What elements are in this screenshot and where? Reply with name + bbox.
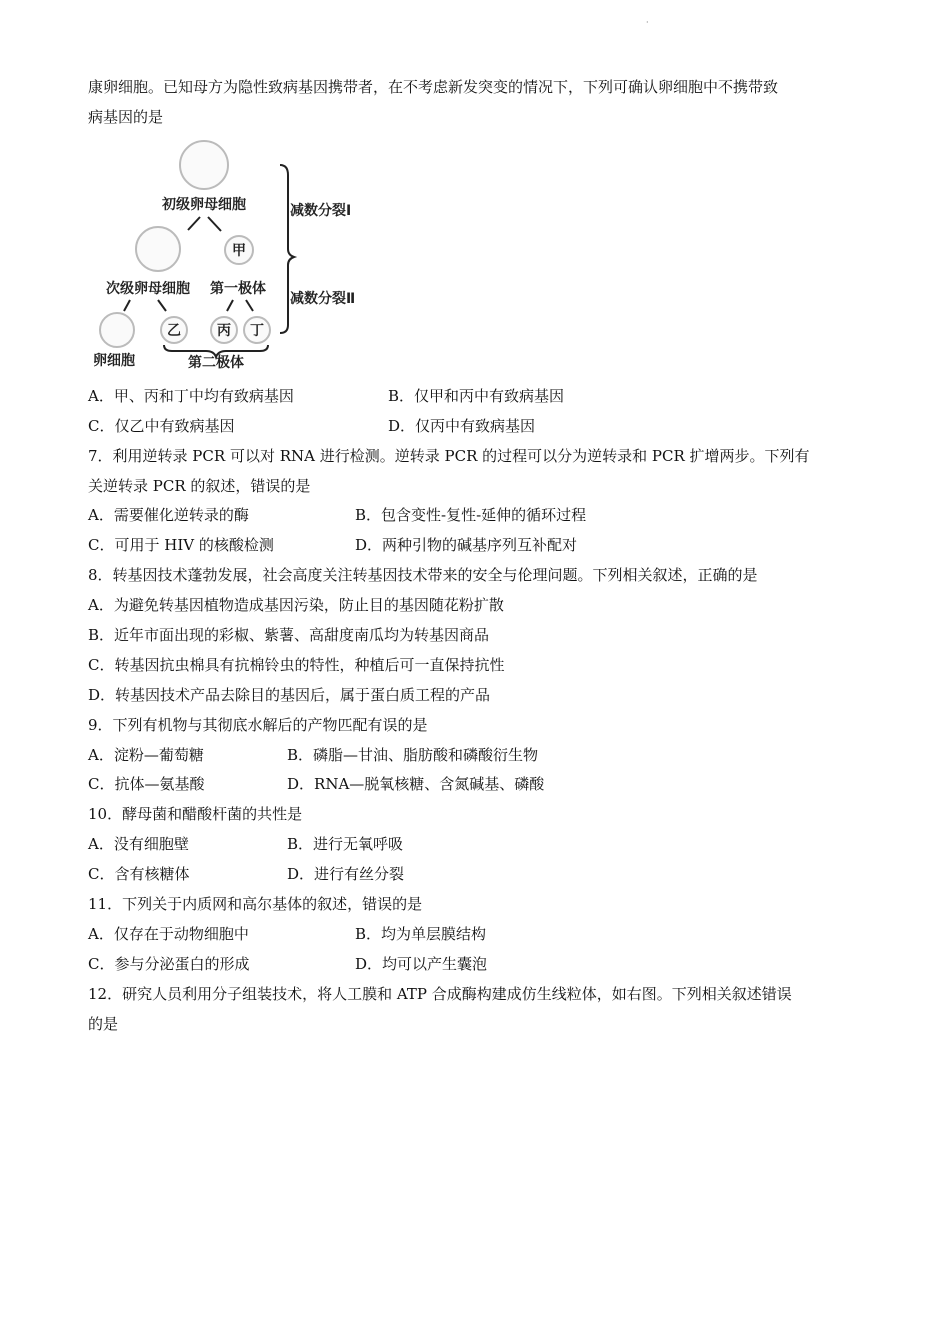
label-primary-oocyte: 初级卵母细胞: [162, 197, 246, 213]
q12-stem: 12．研究人员利用分子组装技术，将人工膜和 ATP 合成酶构建成仿生线粒体，如右图。下列相关叙述错误: [88, 985, 792, 1003]
q6-option-c: C．仅乙中有致病基因: [88, 417, 235, 435]
q9-option-c: C．抗体—氨基酸: [88, 775, 205, 793]
q10-stem: 10．酵母菌和醋酸杆菌的共性是: [88, 805, 303, 823]
page-mark: ·: [646, 18, 649, 27]
q7-option-d: D．两种引物的碱基序列互补配对: [355, 536, 578, 554]
q11-option-a: A．仅存在于动物细胞中: [88, 925, 249, 943]
primary-oocyte-cell: [180, 141, 228, 189]
q10-option-c: C．含有核糖体: [88, 865, 190, 883]
label-meiosis2: 减数分裂Ⅱ: [290, 291, 356, 307]
q9-option-b: B．磷脂—甘油、脂肪酸和磷酸衍生物: [287, 746, 539, 764]
egg-cell: [100, 313, 134, 347]
q6-option-a: A．甲、丙和丁中均有致病基因: [88, 387, 294, 405]
label-bing: 丙: [217, 323, 231, 339]
label-second-polar-body: 第二极体: [188, 355, 244, 371]
q6-stem: 康卵细胞。已知母方为隐性致病基因携带者，在不考虑新发突变的情况下，下列可确认卵细胞中不携带致: [88, 78, 779, 96]
q9-option-a: A．淀粉—葡萄糖: [88, 746, 204, 764]
q12-stem-cont: 的是: [88, 1015, 119, 1033]
meiosis-brace: [280, 165, 294, 333]
polar-body-brace: [164, 345, 268, 357]
label-jia: 甲: [232, 243, 246, 259]
q6-option-d: D．仅丙中有致病基因: [388, 417, 536, 435]
label-ding: 丁: [250, 323, 264, 339]
q9-stem: 9．下列有机物与其彻底水解后的产物匹配有误的是: [88, 716, 428, 734]
q8-stem: 8．转基因技术蓬勃发展，社会高度关注转基因技术带来的安全与伦理问题。下列相关叙述，正确的是: [88, 566, 758, 584]
q6-option-b: B．仅甲和丙中有致病基因: [388, 387, 565, 405]
secondary-oocyte-cell: [136, 227, 180, 271]
q7-option-c: C．可用于 HIV 的核酸检测: [88, 536, 274, 554]
label-yi: 乙: [167, 323, 181, 339]
label-egg: 卵细胞: [93, 353, 135, 369]
label-meiosis1: 减数分裂Ⅰ: [290, 203, 352, 219]
q7-stem-cont: 关逆转录 PCR 的叙述，错误的是: [88, 477, 311, 495]
oogenesis-diagram: [88, 135, 378, 375]
q6-stem-cont: 病基因的是: [88, 108, 164, 126]
q11-option-d: D．均可以产生囊泡: [355, 955, 488, 973]
q11-stem: 11．下列关于内质网和高尔基体的叙述，错误的是: [88, 895, 423, 913]
q8-option-a: A．为避免转基因植物造成基因污染，防止目的基因随花粉扩散: [88, 596, 504, 614]
q10-option-a: A．没有细胞壁: [88, 835, 189, 853]
q7-option-a: A．需要催化逆转录的酶: [88, 506, 249, 524]
q8-option-c: C．转基因抗虫棉具有抗棉铃虫的特性，种植后可一直保持抗性: [88, 656, 505, 674]
q11-option-c: C．参与分泌蛋白的形成: [88, 955, 250, 973]
q7-stem: 7．利用逆转录 PCR 可以对 RNA 进行检测。逆转录 PCR 的过程可以分为逆转录和 PCR 扩增两步。下列有: [88, 447, 810, 465]
q10-option-d: D．进行有丝分裂: [287, 865, 405, 883]
q8-option-b: B．近年市面出现的彩椒、紫薯、高甜度南瓜均为转基因商品: [88, 626, 490, 644]
q10-option-b: B．进行无氧呼吸: [287, 835, 404, 853]
q11-option-b: B．均为单层膜结构: [355, 925, 487, 943]
label-first-polar-body: 第一极体: [210, 281, 266, 297]
q9-option-d: D．RNA—脱氧核糖、含氮碱基、磷酸: [287, 775, 545, 793]
q8-option-d: D．转基因技术产品去除目的基因后，属于蛋白质工程的产品: [88, 686, 491, 704]
label-secondary-oocyte: 次级卵母细胞: [106, 281, 190, 297]
q7-option-b: B．包含变性-复性-延伸的循环过程: [355, 506, 587, 524]
